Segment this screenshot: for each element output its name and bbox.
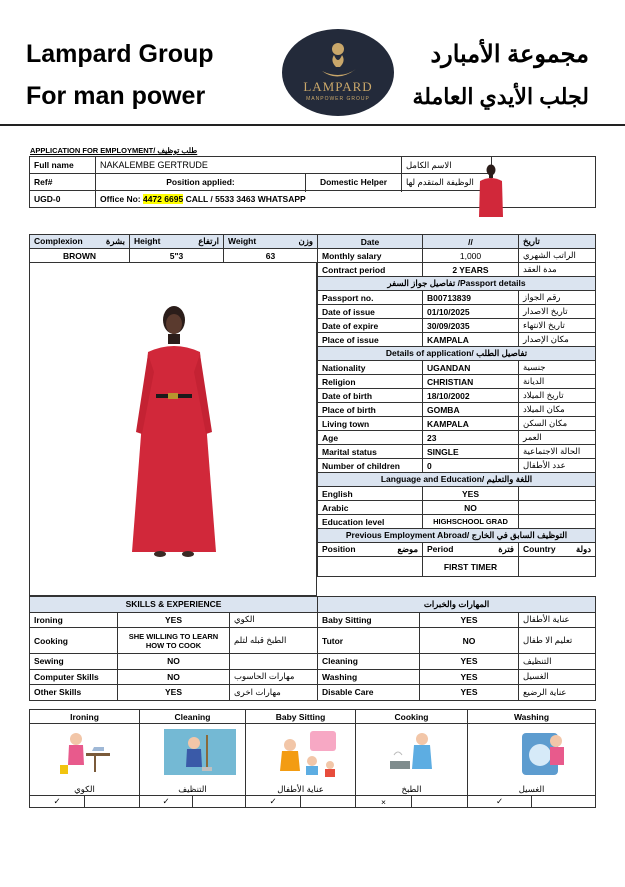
icon-ironing-title: Ironing — [30, 710, 140, 724]
religion-label-ar: الديانة — [519, 375, 596, 389]
skill-washing-label: Washing — [318, 669, 420, 685]
skill-tutor-value: NO — [420, 628, 519, 654]
marital-status-label-ar: الحالة الاجتماعية — [519, 445, 596, 459]
applicant-photo-small — [461, 161, 521, 217]
skill-other-ar: مهارات اخرى — [230, 685, 318, 701]
skill-disable-care-value: YES — [420, 685, 519, 701]
washing-check: ✓ — [468, 796, 532, 808]
full-name-label-ar: الاسم الكامل — [402, 157, 492, 174]
passport-value: B00713839 — [423, 291, 519, 305]
living-town-label-ar: مكان السكن — [519, 417, 596, 431]
dob-label: Date of birth — [318, 389, 423, 403]
skill-other-value: YES — [118, 685, 230, 701]
cleaning-icon — [140, 724, 246, 784]
full-name-label: Full name — [30, 157, 96, 174]
education-label: Education level — [318, 515, 423, 529]
cleaning-check-empty — [193, 796, 246, 808]
details-table — [317, 234, 596, 577]
issue-date-label: Date of issue — [318, 305, 423, 319]
skill-cooking-label: Cooking — [30, 628, 118, 654]
issue-place-value: KAMPALA — [423, 333, 519, 347]
position-label: Position applied: — [96, 174, 306, 191]
icon-cooking-title: Cooking — [356, 710, 468, 724]
children-value: 0 — [423, 459, 519, 473]
previous-heading: Previous Employment Abroad/ التوظيف السابق في الخارج — [318, 529, 596, 543]
skills-icon-grid — [29, 709, 596, 808]
skill-babysitting-label: Baby Sitting — [318, 612, 420, 628]
english-extra — [519, 487, 596, 501]
skill-babysitting-ar: عناية الأطفال — [519, 612, 596, 628]
babysitting-check: ✓ — [246, 796, 301, 808]
prev-period-value: FIRST TIMER — [423, 557, 519, 577]
skill-computer-value: NO — [118, 669, 230, 685]
ironing-icon — [30, 724, 140, 784]
company-name-ar: مجموعة الأمبارد — [430, 41, 589, 68]
icon-cleaning-title: Cleaning — [140, 710, 246, 724]
height-value: 5"3 — [130, 249, 224, 263]
religion-label: Religion — [318, 375, 423, 389]
age-label-ar: العمر — [519, 431, 596, 445]
marital-status-value: SINGLE — [423, 445, 519, 459]
company-name-en: Lampard Group — [26, 40, 214, 68]
weight-value: 63 — [224, 249, 318, 263]
skill-cleaning-value: YES — [420, 654, 519, 670]
passport-heading: تفاصيل جواز السفر /Passport details — [318, 277, 596, 291]
skill-cooking-ar: الطبخ قبله لتلم — [230, 628, 318, 654]
issue-date-value: 01/10/2025 — [423, 305, 519, 319]
skill-washing-ar: الغسيل — [519, 669, 596, 685]
age-label: Age — [318, 431, 423, 445]
language-heading: Language and Education/ اللغة والتعليم — [318, 473, 596, 487]
icon-babysitting-title: Baby Sitting — [246, 710, 356, 724]
dob-value: 18/10/2002 — [423, 389, 519, 403]
period-value: 2 YEARS — [423, 263, 519, 277]
cleaning-check: ✓ — [140, 796, 193, 808]
logo-name: LAMPARD — [303, 79, 373, 94]
passport-label-ar: رقم الجواز — [519, 291, 596, 305]
age-value: 23 — [423, 431, 519, 445]
ref-value: UGD-0 — [30, 191, 96, 208]
expire-date-value: 30/09/2035 — [423, 319, 519, 333]
marital-status-label: Marital status — [318, 445, 423, 459]
issue-place-label: Place of issue — [318, 333, 423, 347]
company-tagline-en: For man power — [26, 82, 206, 110]
letterhead — [0, 0, 625, 126]
skill-babysitting-value: YES — [420, 612, 519, 628]
office-label: Office No: — [100, 194, 141, 204]
skill-washing-value: YES — [420, 669, 519, 685]
office-number: 4472 6695 — [143, 194, 184, 204]
application-title: APPLICATION FOR EMPLOYMENT/ طلب توظيف — [30, 146, 198, 155]
skill-cooking-value: SHE WILLING TO LEARN HOW TO COOK — [118, 628, 230, 654]
pob-label: Place of birth — [318, 403, 423, 417]
physical-table — [29, 234, 318, 263]
skill-tutor-ar: تعليم الا طفال — [519, 628, 596, 654]
pob-label-ar: مكان الميلاد — [519, 403, 596, 417]
details-heading: Details of application/ تفاصيل الطلب — [318, 347, 596, 361]
company-tagline-ar: لجلب الأيدي العاملة — [412, 84, 589, 109]
logo-subtitle: MANPOWER GROUP — [306, 96, 370, 102]
passport-label: Passport no. — [318, 291, 423, 305]
date-header-ar: تاريخ — [519, 235, 596, 249]
skill-cleaning-ar: التنظيف — [519, 654, 596, 670]
position-value: Domestic Helper — [306, 174, 402, 191]
icon-babysitting-caption: عناية الأطفال — [246, 784, 356, 796]
date-value: // — [423, 235, 519, 249]
ironing-check: ✓ — [30, 796, 85, 808]
nationality-label: Nationality — [318, 361, 423, 375]
full-name-value: NAKALEMBE GERTRUDE — [96, 157, 402, 174]
skills-heading-en: SKILLS & EXPERIENCE — [30, 597, 318, 613]
expire-date-label: Date of expire — [318, 319, 423, 333]
complexion-value: BROWN — [30, 249, 130, 263]
arabic-label: Arabic — [318, 501, 423, 515]
period-label-ar: مدة العقد — [519, 263, 596, 277]
company-logo — [282, 29, 394, 116]
skill-cleaning-label: Cleaning — [318, 654, 420, 670]
skill-disable-care-ar: عناية الرضيع — [519, 685, 596, 701]
issue-place-label-ar: مكان الإصدار — [519, 333, 596, 347]
salary-label-ar: الراتب الشهري — [519, 249, 596, 263]
issue-date-label-ar: تاريخ الاصدار — [519, 305, 596, 319]
skill-ironing-ar: الكوي — [230, 612, 318, 628]
education-value: HIGHSCHOOL GRAD — [423, 515, 519, 529]
prev-country-header: Country دولة — [519, 543, 596, 557]
icon-washing-title: Washing — [468, 710, 596, 724]
prev-period-header: Period فترة — [423, 543, 519, 557]
english-value: YES — [423, 487, 519, 501]
living-town-label: Living town — [318, 417, 423, 431]
weight-header: Weight وزن — [224, 235, 318, 249]
prev-position-value — [318, 557, 423, 577]
office-number-row — [96, 191, 492, 208]
ironing-check-empty — [85, 796, 140, 808]
height-header: Height ارتفاع — [130, 235, 224, 249]
applicant-figure — [30, 262, 318, 596]
prev-position-header: Position موضع — [318, 543, 423, 557]
nationality-value: UGANDAN — [423, 361, 519, 375]
skill-ironing-value: YES — [118, 612, 230, 628]
period-label: Contract period — [318, 263, 423, 277]
arabic-value: NO — [423, 501, 519, 515]
icon-ironing-caption: الكوي — [30, 784, 140, 796]
expire-date-label-ar: تاريخ الانتهاء — [519, 319, 596, 333]
prev-country-value — [519, 557, 596, 577]
applicant-full-photo — [29, 262, 317, 596]
baby-sitting-icon — [246, 724, 356, 784]
dob-label-ar: تاريخ الميلاد — [519, 389, 596, 403]
children-label: Number of children — [318, 459, 423, 473]
position-label-ar: الوظيفة المتقدم لها — [402, 174, 492, 191]
english-label: English — [318, 487, 423, 501]
icon-washing-caption: الغسيل — [468, 784, 596, 796]
babysitting-check-empty — [301, 796, 356, 808]
arabic-extra — [519, 501, 596, 515]
washing-icon — [468, 724, 596, 784]
complexion-header: Complexion بشرة — [30, 235, 130, 249]
skill-sewing-label: Sewing — [30, 654, 118, 670]
skill-sewing-ar — [230, 654, 318, 670]
pob-value: GOMBA — [423, 403, 519, 417]
salary-label: Monthly salary — [318, 249, 423, 263]
icon-cleaning-caption: التنظيف — [140, 784, 246, 796]
nationality-label-ar: جنسية — [519, 361, 596, 375]
living-town-value: KAMPALA — [423, 417, 519, 431]
education-extra — [519, 515, 596, 529]
skill-computer-label: Computer Skills — [30, 669, 118, 685]
skills-heading-ar: المهارات والخبرات — [318, 597, 596, 613]
skill-other-label: Other Skills — [30, 685, 118, 701]
date-header: Date — [318, 235, 423, 249]
salary-value: 1,000 — [423, 249, 519, 263]
cooking-icon — [356, 724, 468, 784]
skill-computer-ar: مهارات الحاسوب — [230, 669, 318, 685]
icon-cooking-caption: الطبخ — [356, 784, 468, 796]
religion-value: CHRISTIAN — [423, 375, 519, 389]
skill-disable-care-label: Disable Care — [318, 685, 420, 701]
children-label-ar: عدد الأطفال — [519, 459, 596, 473]
ref-label: Ref# — [30, 174, 96, 191]
washing-check-empty — [532, 796, 596, 808]
skill-ironing-label: Ironing — [30, 612, 118, 628]
skill-sewing-value: NO — [118, 654, 230, 670]
cooking-check-empty — [412, 796, 468, 808]
skills-table — [29, 596, 596, 701]
cooking-cross: × — [356, 796, 412, 808]
skill-tutor-label: Tutor — [318, 628, 420, 654]
office-contact: CALL / 5533 3463 WHATSAPP — [185, 194, 306, 204]
